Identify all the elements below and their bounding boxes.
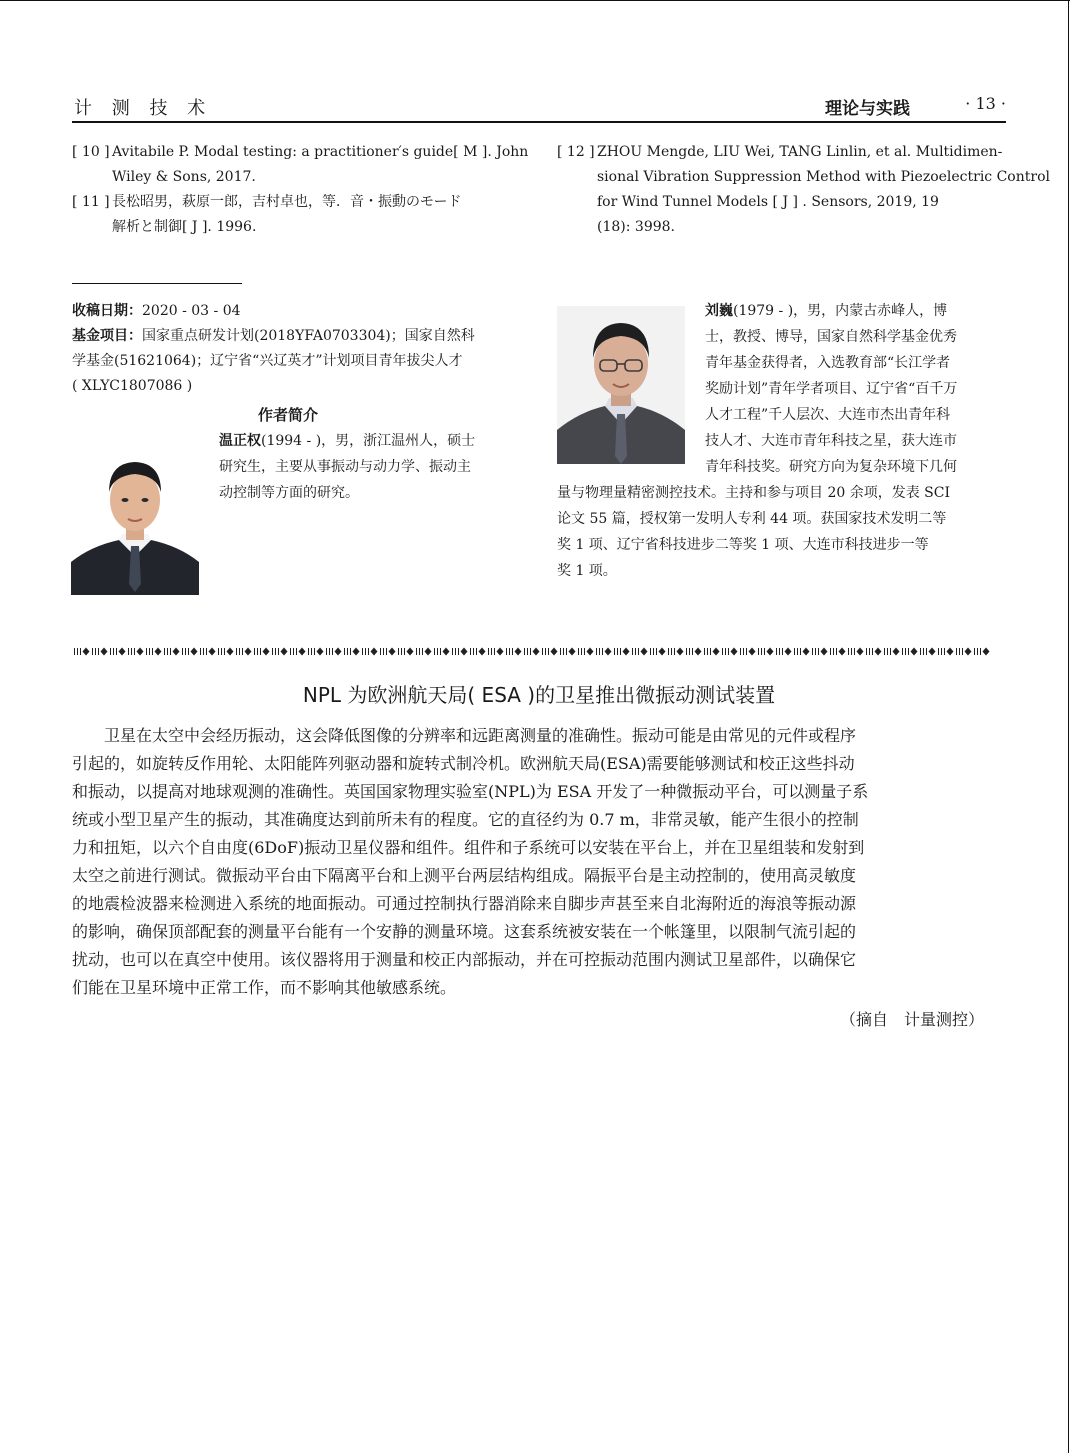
footnote-rule bbox=[72, 283, 242, 284]
reference-number: [ 12 ] bbox=[557, 144, 595, 160]
reference-text: (18): 3998. bbox=[597, 219, 675, 235]
reference-number: [ 10 ] bbox=[72, 144, 110, 160]
fund-line-2: 学基金(51621064)；辽宁省“兴辽英才”计划项目青年拔尖人才 bbox=[72, 353, 463, 369]
reference-number: [ 11 ] bbox=[72, 194, 110, 210]
reference-text: Wiley & Sons, 2017. bbox=[112, 169, 256, 185]
author1-bio-text: (1994 - )，男，浙江温州人，硕士 bbox=[261, 433, 476, 449]
author1-photo bbox=[71, 434, 199, 595]
author2-name: 刘巍 bbox=[705, 303, 733, 319]
author2-bio-line-7: 青年科技奖。研究方向为复杂环境下几何 bbox=[705, 459, 957, 475]
reference-text: 長松昭男，萩原一郎，吉村卓也，等．音・振動のモード bbox=[112, 194, 462, 210]
reference-text: Avitabile P. Modal testing: a practitioner′s guide[ M ]. John bbox=[112, 144, 529, 160]
article-source: （摘自 计量测控） bbox=[839, 1010, 984, 1029]
author2-photo bbox=[557, 306, 685, 464]
author1-bio-line-3: 动控制等方面的研究。 bbox=[219, 485, 359, 501]
author2-bio-line-9: 论文 55 篇，授权第一发明人专利 44 项。获国家技术发明二等 bbox=[557, 511, 947, 527]
author1-bio-line-2: 研究生，主要从事振动与动力学、振动主 bbox=[219, 459, 471, 475]
page-number: · 13 · bbox=[965, 94, 1006, 113]
page-right-border bbox=[1068, 0, 1069, 1453]
body-line-5: 力和扭矩，以六个自由度(6DoF)振动卫星仪器和组件。组件和子系统可以安装在平台上，并在卫星组装和发射到 bbox=[72, 838, 865, 857]
body-line-10: 们能在卫星环境中正常工作，而不影响其他敏感系统。 bbox=[72, 978, 457, 997]
author2-bio-line-5: 人才工程”千人层次、大连市杰出青年科 bbox=[705, 407, 951, 423]
body-line-4: 统或小型卫星产生的振动，其准确度达到前所未有的程度。它的直径约为 0.7 m，非常灵敏，能产生很小的控制 bbox=[72, 810, 859, 829]
ornamental-divider bbox=[72, 641, 1006, 650]
header-rule bbox=[72, 121, 1006, 123]
body-line-7: 的地震检波器来检测进入系统的地面振动。可通过控制执行器消除来自脚步声甚至来自北海附近的海浪等振动源 bbox=[72, 894, 857, 913]
reference-text: 解析と制御[ J ]. 1996. bbox=[112, 219, 257, 235]
reference-11 bbox=[72, 190, 520, 240]
author2-bio-line-8: 量与物理量精密测控技术。主持和参与项目 20 余项，发表 SCI bbox=[557, 485, 950, 501]
article-title: NPL 为欧洲航天局( ESA )的卫星推出微振动测试装置 bbox=[302, 683, 776, 707]
author2-bio-line-3: 青年基金获得者，入选教育部“长江学者 bbox=[705, 355, 951, 371]
journal-name: 计 测 技 术 bbox=[74, 98, 213, 119]
author2-bio-line-2: 士，教授、博导，国家自然科学基金优秀 bbox=[705, 329, 957, 345]
reference-10 bbox=[72, 140, 529, 190]
fund-label: 基金项目： bbox=[72, 328, 142, 344]
bio-section-title: 作者简介 bbox=[258, 406, 319, 424]
body-line-8: 的影响，确保顶部配套的测量平台能有一个安静的测量环境。这套系统被安装在一个帐篷里，以限制气流引起的 bbox=[72, 922, 857, 941]
author2-bio-line-1 bbox=[705, 299, 947, 324]
author2-bio-line-11: 奖 1 项。 bbox=[557, 563, 617, 579]
author2-bio-line-6: 技人才、大连市青年科技之星，获大连市 bbox=[705, 433, 957, 449]
body-line-9: 扰动，也可以在真空中使用。该仪器将用于测量和校正内部振动，并在可控振动范围内测试卫星部件，以确保它 bbox=[72, 950, 857, 969]
received-date bbox=[72, 299, 241, 324]
author2-bio-line-4: 奖励计划”青年学者项目、辽宁省“百千万 bbox=[705, 381, 958, 397]
fund-line-3: ( XLYC1807086 ) bbox=[72, 378, 193, 394]
author1-bio-line-1 bbox=[219, 429, 475, 454]
fund-text: 国家重点研发计划(2018YFA0703304)；国家自然科 bbox=[142, 328, 475, 344]
body-line-3: 和振动，以提高对地球观测的准确性。英国国家物理实验室(NPL)为 ESA 开发了一种微振动平台，可以测量子系 bbox=[72, 782, 869, 801]
page-top-border bbox=[0, 0, 1070, 1]
body-line-1: 卫星在太空中会经历振动，这会降低图像的分辨率和远距离测量的准确性。振动可能是由常见的元件或程序 bbox=[72, 726, 857, 745]
reference-12 bbox=[557, 140, 1050, 240]
received-label: 收稿日期： bbox=[72, 303, 142, 319]
fund-line-1 bbox=[72, 324, 475, 349]
body-line-6: 太空之前进行测试。微振动平台由下隔离平台和上测平台两层结构组成。隔振平台是主动控制的，使用高灵敏度 bbox=[72, 866, 857, 885]
received-value: 2020 - 03 - 04 bbox=[142, 303, 241, 319]
reference-text: for Wind Tunnel Models [ J ] . Sensors, 2019, 19 bbox=[597, 194, 939, 210]
running-header bbox=[72, 94, 1006, 122]
author1-name: 温正权 bbox=[219, 433, 261, 449]
body-line-2: 引起的，如旋转反作用轮、太阳能阵列驱动器和旋转式制冷机。欧洲航天局(ESA)需要能够测试和校正这些抖动 bbox=[72, 754, 855, 773]
reference-text: sional Vibration Suppression Method with Piezoelectric Control bbox=[597, 169, 1050, 185]
section-name: 理论与实践 bbox=[825, 99, 910, 119]
reference-text: ZHOU Mengde, LIU Wei, TANG Linlin, et al. Multidimen- bbox=[597, 144, 1003, 160]
author2-bio-text: (1979 - )，男，内蒙古赤峰人，博 bbox=[733, 303, 948, 319]
author2-bio-line-10: 奖 1 项、辽宁省科技进步二等奖 1 项、大连市科技进步一等 bbox=[557, 537, 929, 553]
